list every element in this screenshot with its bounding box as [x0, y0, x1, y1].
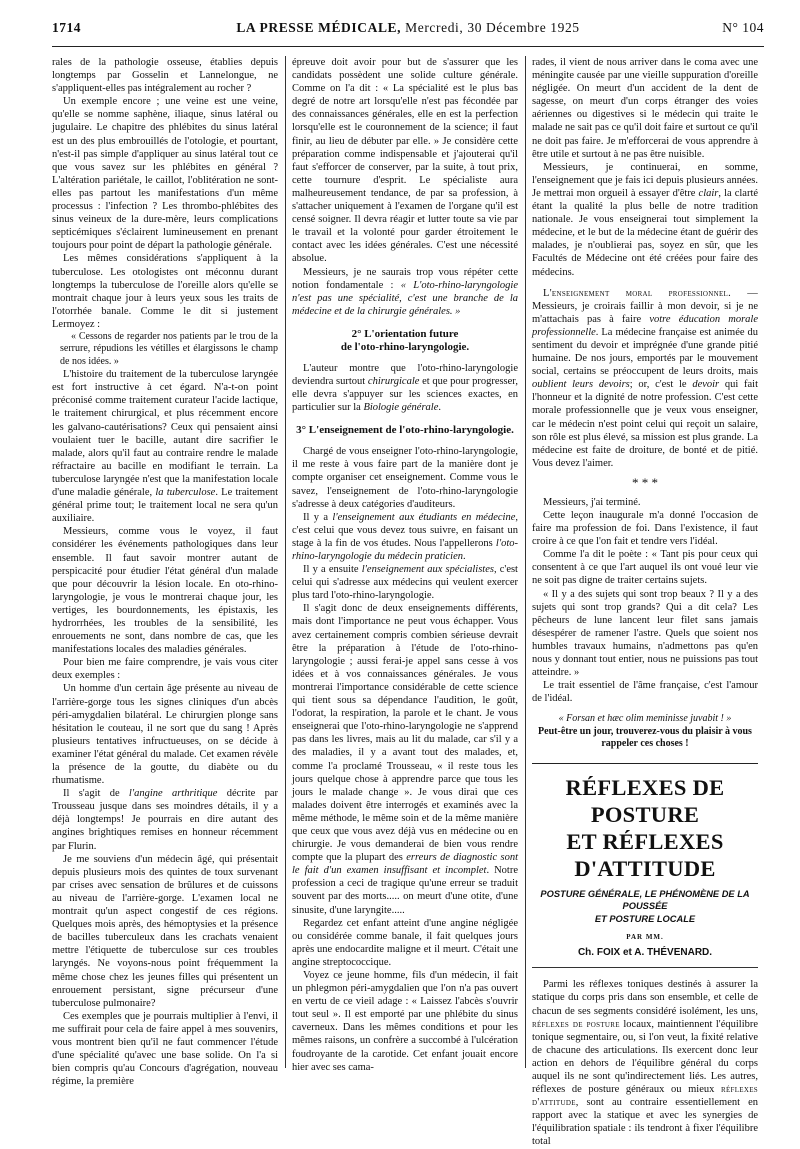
- paragraph: Il s'agit de l'angine arthritique décrite par Trousseau jusque dans ses moindres détails, il y a déjà longtemps! Je pourrais en dire autant des angines brightiques remises en honneur récemment par Flurin.: [52, 788, 279, 852]
- article-separator: [532, 763, 758, 764]
- paragraph: Parmi les réflexes toniques destinés à assurer la statique du corps pris dans son ensemble, et celle de chacun de ses segments considéré isolément, les uns, réflexes de posture locaux, maintiennent l'équilibre tonique segmentaire, ou, si l'on veut, la fixité relative de chacune des articulations. Ils exercent donc leur action en dehors de l'équilibre général du corps auquel ils ne sont qu'indirectement liés. Les autres, réflexes de posture généraux ou mieux réflexes d'attitude, sont au contraire essentiellement en rapport avec la statique et avec les synergies de l'équilibration spatiale : ils tendront à fixer l'équilibre total: [532, 979, 759, 1148]
- closing-motto: « Forsan et hæc olim meminisse juvabit ! » Peut-être un jour, trouverez-vous du plaisir à vous rappeler ces choses !: [538, 713, 752, 750]
- paragraph: Le trait essentiel de l'âme française, c'est l'amour de l'idéal.: [532, 680, 758, 705]
- column-1: [52, 56, 278, 1088]
- paragraph: L'auteur montre que l'oto-rhino-laryngologie deviendra surtout chirurgicale et que pour progresser, elle devra s'appuyer sur les sciences exactes, en particulier sur la Biologie générale.: [292, 362, 519, 414]
- article-subtitle: POSTURE GÉNÉRALE, LE PHÉNOMÈNE DE LA POUSSÉE ET POSTURE LOCALE: [540, 888, 750, 924]
- section-heading: 2° L'orientation future de l'oto-rhino-laryngologie.: [340, 327, 470, 353]
- article-authors: Ch. FOIX et A. THÉVENARD.: [577, 947, 713, 959]
- paragraph: Un exemple encore ; une veine est une veine, qu'elle se nomme saphène, iliaque, sinus latéral ou jugulaire. Le chapitre des phlébites du sinus latéral est un des plus embrouillés de l'otologie, et pourtant, n'est-il pas simple d'appliquer au sinus latéral tout ce que vous savez sur les phlébites en général ? L'altération pariétale, le caillot, l'oblitération ne sont-elles pas partout les manifestations d'un même processus : l'infection ? Les thrombo-phlébites des sinus veineux de la dure-mère, leurs complications septicémiques s'éclairent lumineusement en prenant toujours pour point de départ la pathologie générale.: [52, 96, 278, 252]
- page-number: 1714: [52, 20, 81, 35]
- byline-prefix: PAR MM.: [626, 933, 664, 942]
- paragraph: L'enseignement moral professionnel. — Messieurs, je croirais faillir à mon devoir, si je ne m'attachais pas à faire votre éducation morale professionnelle. La médecine française est animée du sentiment du devoir et imprégnée d'une grande pitié humaine. De nos jours, emportés par le mouvement social, certains se préoccupent de leurs droits, mais oublient leurs devoirs; or, c'est le devoir qui fait l'honneur et la dignité de notre profession. C'est cette morale professionnelle que je veux vous enseigner, car le médecin n'est point celui qui reçoit un salaire, son rôle est plus élevé, sa mission est plus grande. La médecine est faite de droiture, de bonté et de pitié. Vous devez l'aimer.: [532, 287, 759, 469]
- issue-number: N° 104: [722, 20, 764, 35]
- paragraph: Un homme d'un certain âge présente au niveau de l'arrière-gorge tous les signes cliniques d'un abcès péri-amygdalien bilatéral. Le chirurgien plonge sans hésitation le couteau, il ne sort que du sang ! Après plusieurs tentatives infructueuses, on se décide à examiner l'état général du malade. Cet examen révèle la présence de la goutte, du diabète ou du rhumatisme.: [52, 683, 278, 787]
- asterism: * * *: [632, 474, 658, 490]
- paragraph: Comme l'a dit le poète : « Tant pis pour ceux qui consentent à ce que l'art auquel ils ont voué leur vie ne soit pas digne de traiter certains sujets.: [532, 549, 758, 587]
- header-center: [52, 20, 764, 36]
- column-3: [532, 56, 758, 1149]
- paragraph: Il y a l'enseignement aux étudiants en médecine, c'est celui que vous devez tous suivre, en faisant un stage à la fin de vos études. Nous l'appellerons l'oto-rhino-laryngologie du médecin praticien.: [292, 511, 518, 562]
- paragraph: rades, il vient de nous arriver dans le coma avec une méningite causée par une vieille suppuration d'oreille négligée. On meurt d'un accident de la dent de sagesse, on meurt d'un corps étranger des voies aériennes ou digestives si le médecin qui traite le malade ne sait pas ce qu'il doit faire et surtout ce qu'il ne doit pas faire. Je m'efforcerai de vous apprendre à être utile et surtout à ne pas être nuisible.: [532, 57, 758, 160]
- paragraph: épreuve doit avoir pour but de s'assurer que les candidats possèdent une solide culture générale. Comme on l'a dit : « La spécialité est le plus bas degré de notre art lorsqu'elle n'est pas fécondée par des connaissances générales, elle en est la perfection lorsqu'elle est le couronnement de la science; il faut finir, au lieu de débuter par elle. » Je considère cette préparation comme indispensable et j'ajouterai qu'il faut s'efforcer de conserver, par la suite, à tout prix, cette tournure d'esprit. Le spécialiste aura malheureusement tendance, de par sa profession, à s'attacher uniquement à l'examen de l'organe qu'il est censé soigner. Il devra réagir et lutter toute sa vie par le travail et la volonté pour garder étroitement le contact avec les idées générales. C'est une nécessité absolue.: [292, 57, 518, 265]
- section-heading: L'enseignement moral professionnel. —: [543, 287, 758, 299]
- paragraph: Messieurs, comme vous le voyez, il faut considérer les événements pathologiques dans leur ensemble. Il faut savoir montrer autant de perspicacité pour étudier l'état général d'un malade que pour découvrir la lésion locale. En oto-rhino-laryngologie, je vous le montrerai chaque jour, les vertiges, les bourdonnements, les épistaxis, les hydrorrhées, les troubles de la sensibilité, les enrouements ne sont, dans nombre de cas, que les manifestations locales des maladies générales.: [52, 526, 278, 656]
- paragraph: Messieurs, je continuerai, en somme, l'enseignement que je fais ici depuis plusieurs années. Je mettrai mon orgueil à essayer d'être clair, la clarté étant la qualité la plus belle de notre tradition nationale. Je vous enseignerai tout simplement la médecine, et le but de la médecine étant de guérir des malades, je n'oublierai pas, soyez en sûr, que les Facultés de Médecine ont été créées pour faire des médecins.: [532, 161, 759, 278]
- column-divider: [285, 56, 286, 1068]
- paragraph: Messieurs, je ne saurais trop vous répéter cette notion fondamentale : « L'oto-rhino-laryngologie n'est pas une spécialité, c'est une branche de la médecine et de la chirurgie générales. »: [292, 266, 518, 317]
- journal-title: LA PRESSE MÉDICALE,: [236, 20, 402, 35]
- paragraph: L'histoire du traitement de la tuberculose laryngée est fort instructive à cet égard. N'a-t-on point préconisé comme traitement curateur l'acide lactique, le traitement chirurgical, et plus récemment encore les galvano-cautérisations? Ceux qui pensaient ainsi voulaient tuer le bacille, autant dire sacrifier le malade, alors qu'il faut au contraire rendre le malade réfractaire au bacille en modifiant le terrain. La tuberculose laryngée n'est que la manifestation locale d'une maladie générale, la tuberculose. Le traitement général prime tout; le traitement local ne sera qu'un auxiliaire.: [52, 369, 279, 525]
- byline-rule: [532, 967, 758, 968]
- paragraph: Je me souviens d'un médecin âgé, qui présentait depuis plusieurs mois des quintes de toux survenant par crises avec sensation de brûlures et de cuissons au niveau de l'arrière-gorge. L'examen local ne montrait qu'un aspect congestif de ces régions. Quelques mois après, des hémoptysies et la présence de bacilles tuberculeux dans les crachats venaient mettre l'étiquette de tuberculose sur ces troubles laryngés. Ne voyons-nous point fréquemment la même chose chez les jeunes filles qui présentent un enrouement persistant, signe précurseur d'une tuberculose pulmonaire?: [52, 853, 278, 1009]
- paragraph: Chargé de vous enseigner l'oto-rhino-laryngologie, il me reste à vous faire part de la manière dont je compte organiser cet enseignement. Comme vous le savez, l'enseignement de l'oto-rhino-laryngologie s'adresse à deux catégories d'auditeurs.: [292, 446, 518, 510]
- page-header: [52, 10, 764, 44]
- paragraph: Il y a ensuite l'enseignement aux spécialistes, c'est celui qui s'adresse aux médecins qui veulent exercer plus tard l'oto-rhino-laryngologie.: [292, 564, 518, 602]
- paragraph: Cette leçon inaugurale m'a donné l'occasion de faire ma profession de foi. Dans l'existence, il faut croire à ce que l'on fait et tendre vers l'idéal.: [532, 510, 758, 548]
- header-rule: [52, 46, 764, 47]
- paragraph: Messieurs, j'ai terminé.: [543, 496, 641, 508]
- paragraph: rales de la pathologie osseuse, établies depuis longtemps par Gosselin et Lannelongue, ne s'appliquent-elles pas intégralement au rocher ?: [52, 57, 278, 95]
- issue-date: Mercredi, 30 Décembre 1925: [405, 20, 580, 35]
- article-title: RÉFLEXES DE POSTURE ET RÉFLEXES D'ATTITUDE: [565, 774, 725, 881]
- paragraph: Il s'agit donc de deux enseignements différents, mais dont l'importance ne peut vous échapper. Vous avez certainement compris combien sérieuse devrait être la préparation à l'étude de l'oto-rhino-laryngologie ; aussi ferai-je appel sans cesse à vos idées et à vos connaissances générales. Je vous montrerai l'importance considérable de cette science qui tient sous sa dépendance l'audition, le goût, l'odorat, la respiration, la parole et le chant. Je vous enseignerai que l'oto-rhino-laryngologie ne s'apprend pas dans les livres, mais au lit du malade, car s'il y a des maladies, il y a avant tout des malades, et, comme l'a proclamé Trousseau, « il reste tous les jours quelque chose à apprendre parce que tous les jours le malade change ». Je vous dirai que ces malades doivent être interrogés et examinés avec la même méthode, le même soin et de la même manière que ceux que vous avez déjà vus en médecine ou en chirurgie. Je vous demanderai de bien vous rendre compte que la plupart des erreurs de diagnostic sont le fait d'un examen insuffisant et incomplet. Notre profession a ceci de tragique qu'une erreur se traduit souvent par des morts..... on meurt d'une otite, d'une sinusite, d'une laryngite.....: [292, 603, 518, 916]
- quotation: « Cessons de regarder nos patients par le trou de la serrure, répudions les vétilles et élargissons le champ de nos idées. »: [60, 330, 278, 367]
- paragraph: Voyez ce jeune homme, fils d'un médecin, il fait un phlegmon péri-amygdalien que l'on n'a pas ouvert en vertu de ce vieil adage : « Laissez l'abcès s'ouvrir tout seul ». Il est emporté par une phlébite du sinus caverneux. Dans les mêmes conditions et pour les mêmes raisons, un confrère a succombé à l'ulcération foudroyante de la carotide. Cet enfant jouait encore hier avec ses cama-: [292, 970, 518, 1073]
- paragraph: Les mêmes considérations s'appliquent à la tuberculose. Les otologistes ont méconnu durant longtemps la tuberculose de l'oreille alors qu'elle se montrait chaque jour à leurs yeux sous les traits de l'otorrhée banale. Comme le dit si justement Lermoyez :: [52, 253, 278, 330]
- column-divider: [525, 56, 526, 1068]
- paragraph: Regardez cet enfant atteint d'une angine négligée ou considérée comme banale, il fait quelques jours après une endocardite maligne et il meurt. C'était une angine streptococcique.: [292, 917, 518, 968]
- paragraph: « Il y a des sujets qui sont trop beaux ? Il y a des sujets qui sont trop grands? Qui a dit cela? Les pêcheurs de lune lancent leur filet sans jamais désespérer de ramener l'astre. Quels que soient nos humbles travaux humains, n'admettons pas qu'en nous y donnant tout entier, nous ne puissions pas tout atteindre. »: [532, 588, 758, 679]
- column-2: [292, 56, 518, 1074]
- paragraph: Pour bien me faire comprendre, je vais vous citer deux exemples :: [52, 657, 278, 682]
- paragraph: Ces exemples que je pourrais multiplier à l'envi, il me suffirait pour cela de faire appel à mes souvenirs, vous montrent bien qu'il ne faut commencer l'étude d'une spécialité qu'avec une base solide. On l'a si bien compris qu'au Concours d'agrégation, nouveau régime, la première: [52, 1010, 278, 1088]
- section-heading: 3° L'enseignement de l'oto-rhino-laryngologie.: [296, 424, 514, 437]
